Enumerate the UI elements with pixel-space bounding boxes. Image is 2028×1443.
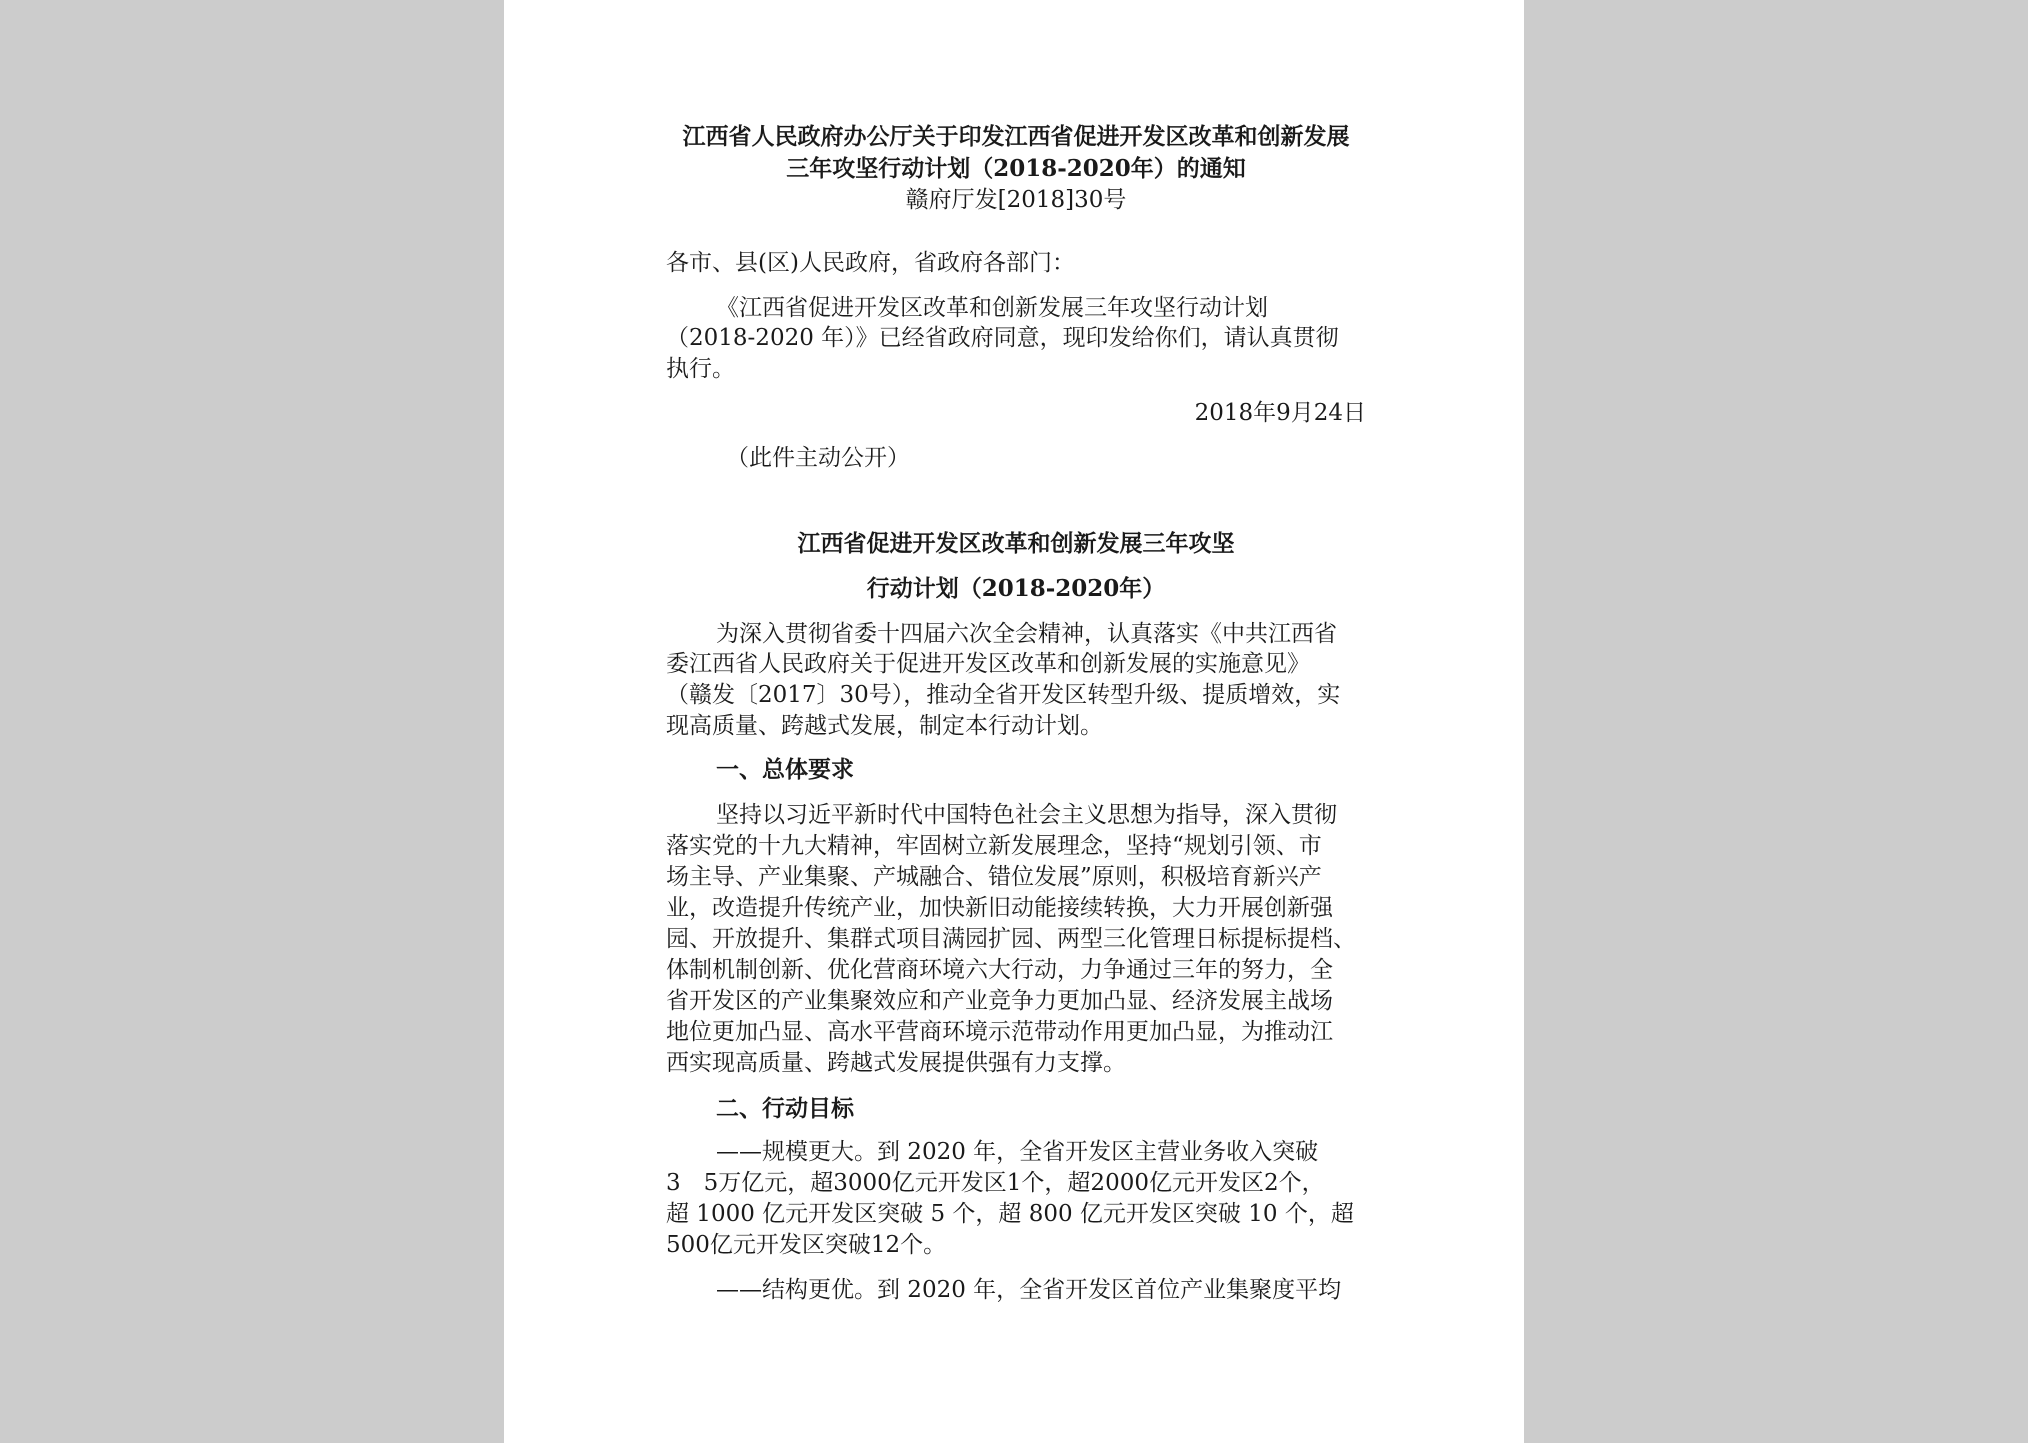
plan-title-line1: 江西省促进开发区改革和创新发展三年攻坚	[797, 530, 1235, 557]
section1-line: 场主导、产业集聚、产城融合、错位发展”原则，积极培育新兴产	[666, 864, 1322, 890]
plan-intro-line: 现高质量、跨越式发展，制定本行动计划。	[666, 713, 1103, 739]
plan-intro-line: （赣发〔2017〕30号），推动全省开发区转型升级、提质增效，实	[666, 682, 1341, 708]
section2-line: 超 1000 亿元开发区突破 5 个，超 800 亿元开发区突破 10 个，超	[666, 1201, 1354, 1227]
section1-line: 坚持以习近平新时代中国特色社会主义思想为指导，深入贯彻	[716, 802, 1337, 828]
section1-line: 体制机制创新、优化营商环境六大行动，力争通过三年的努力，全	[666, 957, 1333, 983]
section1-line: 业，改造提升传统产业，加快新旧动能接续转换，大力开展创新强	[666, 895, 1333, 921]
notice-disclosure: （此件主动公开）	[726, 445, 910, 471]
notice-doc-number: 赣府厅发[2018]30号	[905, 187, 1127, 213]
section1-line: 省开发区的产业集聚效应和产业竞争力更加凸显、经济发展主战场	[666, 988, 1333, 1014]
notice-salutation: 各市、县(区)人民政府，省政府各部门：	[666, 250, 1075, 276]
section1-line: 西实现高质量、跨越式发展提供强有力支撑。	[666, 1050, 1126, 1076]
section2-line: 500亿元开发区突破12个。	[666, 1232, 947, 1258]
section2-line: ——规模更大。到 2020 年，全省开发区主营业务收入突破	[716, 1139, 1319, 1165]
notice-title-line2: 三年攻坚行动计划（2018-2020年）的通知	[786, 155, 1246, 182]
section2-line: 3 5万亿元，超3000亿元开发区1个，超2000亿元开发区2个，	[666, 1170, 1325, 1196]
document-page	[504, 0, 1524, 1443]
plan-intro-line: 为深入贯彻省委十四届六次全会精神，认真落实《中共江西省	[716, 621, 1337, 647]
section1-heading: 一、总体要求	[716, 756, 854, 783]
document-content	[666, 0, 1366, 1443]
notice-date: 2018年9月24日	[1194, 400, 1366, 426]
section2-heading: 二、行动目标	[716, 1095, 854, 1122]
notice-body-line: 《江西省促进开发区改革和创新发展三年攻坚行动计划	[716, 295, 1268, 321]
section2-next-line: ——结构更优。到 2020 年，全省开发区首位产业集聚度平均	[716, 1277, 1342, 1303]
plan-title-line2: 行动计划（2018-2020年）	[866, 575, 1166, 602]
plan-intro-line: 委江西省人民政府关于促进开发区改革和创新发展的实施意见》	[666, 651, 1310, 677]
notice-title-line1: 江西省人民政府办公厅关于印发江西省促进开发区改革和创新发展	[682, 123, 1350, 150]
notice-body-line: （2018-2020 年）》已经省政府同意，现印发给你们，请认真贯彻	[666, 325, 1339, 351]
section1-line: 园、开放提升、集群式项目满园扩园、两型三化管理日标提标提档、	[666, 926, 1356, 952]
section1-line: 地位更加凸显、高水平营商环境示范带动作用更加凸显，为推动江	[666, 1019, 1333, 1045]
notice-body-line: 执行。	[666, 356, 735, 382]
section1-line: 落实党的十九大精神，牢固树立新发展理念，坚持“规划引领、市	[666, 833, 1322, 859]
